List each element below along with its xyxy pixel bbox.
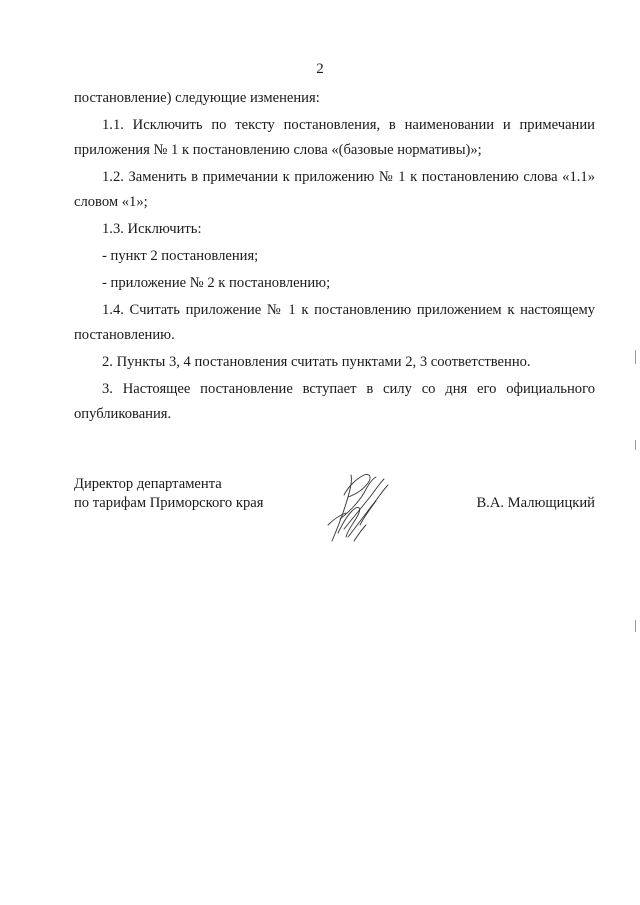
signatory-position — [74, 475, 263, 513]
scan-artifact — [635, 350, 636, 364]
paragraph-3: 3. Настоящее постановление вступает в силу со дня его официального опубликования. — [74, 381, 595, 422]
paragraph-intro: постановление) следующие изменения: — [74, 90, 320, 106]
signatory-name: В.А. Малющицкий — [476, 495, 595, 511]
paragraph-1-2: 1.2. Заменить в примечании к приложению № 1 к постановлению слова «1.1» словом «1»; — [74, 169, 595, 210]
paragraph-1-3-item-1: - пункт 2 постановления; — [102, 248, 259, 264]
document-body — [74, 86, 595, 427]
paragraph-1-3: 1.3. Исключить: — [102, 221, 202, 237]
paragraph-1-1: 1.1. Исключить по тексту постановления, в наименовании и примечании приложения № 1 к постановлению слова «(базовые нормативы)»; — [74, 117, 595, 158]
signature-block — [74, 475, 595, 545]
scan-artifact — [635, 620, 636, 632]
signatory-position-line-1: Директор департамента — [74, 476, 222, 492]
paragraph-1-3-item-2: - приложение № 2 к постановлению; — [102, 275, 331, 291]
paragraph-2: 2. Пункты 3, 4 постановления считать пунктами 2, 3 соответственно. — [102, 354, 531, 370]
scan-artifact — [635, 440, 636, 450]
paragraph-1-4: 1.4. Считать приложение № 1 к постановлению приложением к настоящему постановлению. — [74, 302, 595, 343]
page-number: 2 — [316, 61, 324, 77]
handwritten-signature — [318, 467, 398, 545]
signatory-position-line-2: по тарифам Приморского края — [74, 495, 264, 511]
